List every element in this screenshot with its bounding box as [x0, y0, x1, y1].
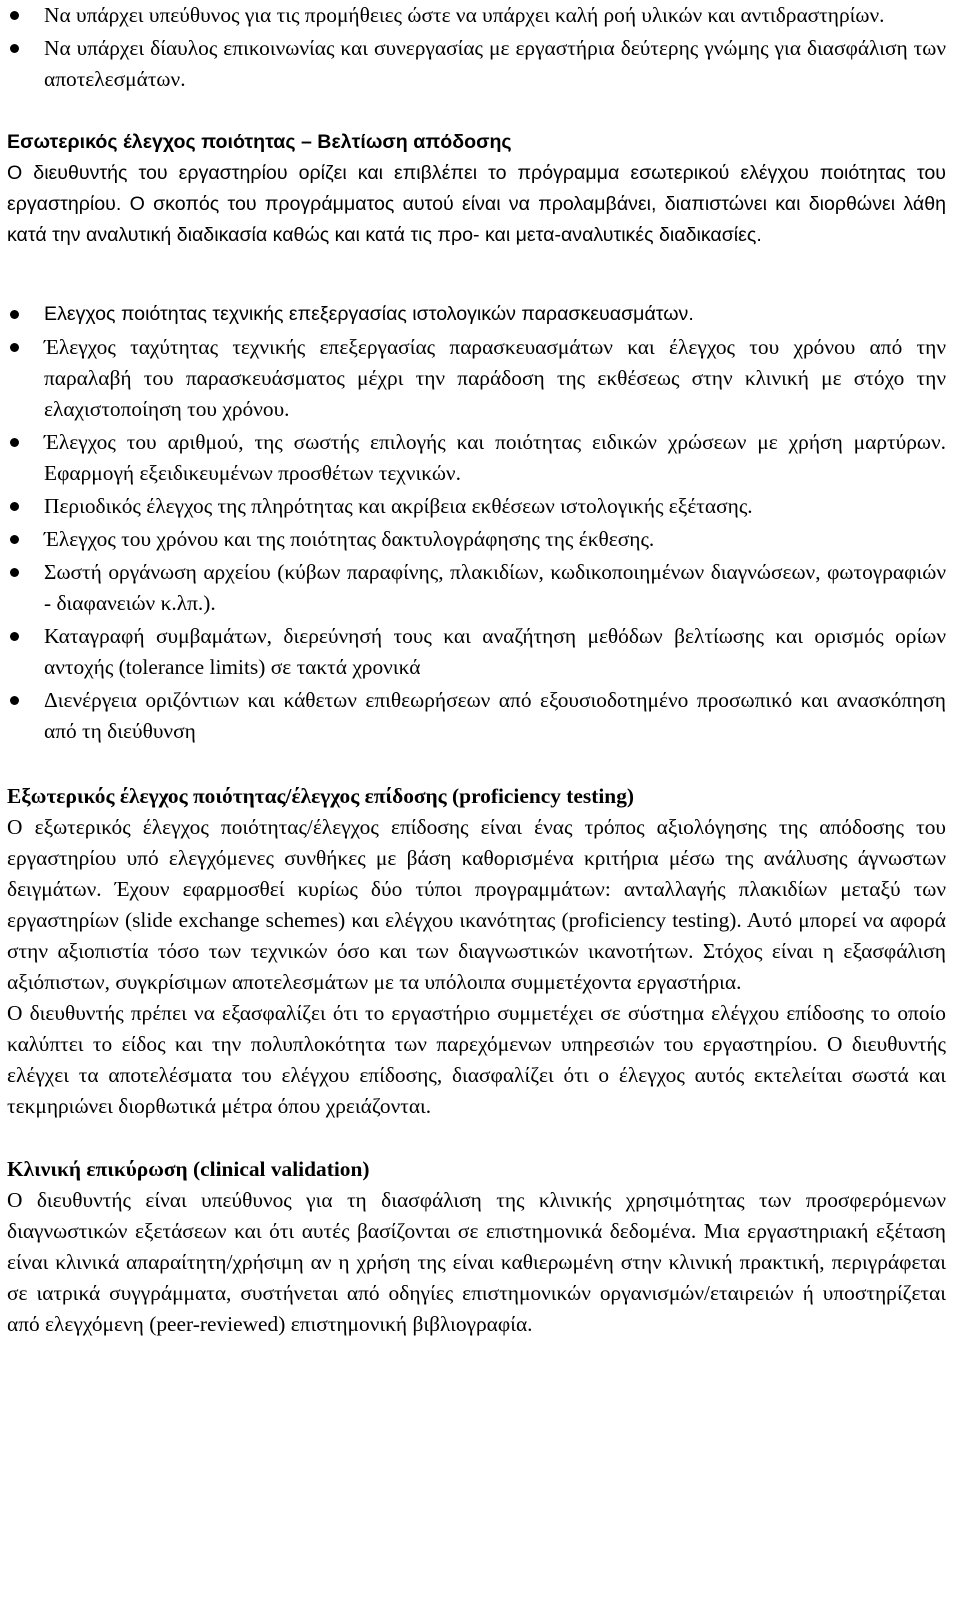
internal-qc-bullet-list [7, 299, 946, 747]
clinical-validation-section [7, 1154, 946, 1340]
external-qc-para2-text: Ο διευθυντής πρέπει να εξασφαλίζει ότι το εργαστήριο συμμετέχει σε σύστημα ελέγχου επίδοσης το οποίο καλύπτει το είδος και την πολυπλοκότητα των παρεχόμενων υπηρεσιών του εργαστηρίου. Ο διευθυντής ελέγχει τα αποτελέσματα του ελέγχου επίδοσης, διασφαλίζει ότι ο έλεγχος αυτός εκτελείται σωστά και τεκμηριώνει διορθωτικά μέτρα όπου χρειάζονται. [7, 1001, 946, 1118]
internal-qc-paragraph [7, 158, 946, 251]
bullet-icon [10, 502, 19, 511]
internal-qc-para-start: Ο διευθυντής του εργαστηρίου ορίζει και επιβλέπει το πρόγραμμα εσωτερικού ελέγχου ποιότητας του εργαστηρίου. [7, 162, 946, 215]
list-item [7, 491, 946, 522]
list-item [7, 299, 946, 330]
list-item-text: Διενέργεια οριζόντιων και κάθετων επιθεωρήσεων από εξουσιοδοτημένο προσωπικό και ανασκόπηση από τη διεύθυνση [44, 688, 946, 743]
list-item [7, 524, 946, 555]
external-qc-section [7, 781, 946, 1122]
list-item-text: Έλεγχος ταχύτητας τεχνικής επεξεργασίας παρασκευασμάτων και έλεγχος του χρόνου από την παραλαβή του παρασκευάσματος μέχρι την παράδοση της εκθέσεως στην κλινική με στόχο την ελαχιστοποίηση του χρόνου. [44, 335, 946, 421]
external-qc-heading [7, 781, 946, 812]
bullet-icon [10, 696, 19, 705]
top-bullet-list [7, 0, 946, 95]
bullet-icon [10, 438, 19, 447]
list-item-text: Να υπάρχει υπεύθυνος για τις προμήθειες ώστε να υπάρχει καλή ροή υλικών και αντιδραστηρίων. [44, 3, 885, 27]
list-item [7, 33, 946, 95]
list-item-text: Καταγραφή συμβαμάτων, διερεύνησή τους και αναζήτηση μεθόδων βελτίωσης και ορισμός ορίων αντοχής (tolerance limits) σε τακτά χρονικά [44, 624, 946, 679]
bullet-icon [10, 535, 19, 544]
list-item-text: Έλεγχος του χρόνου και της ποιότητας δακτυλογράφησης της έκθεσης. [44, 527, 655, 551]
internal-qc-heading [7, 127, 946, 158]
list-item-text: Ελεγχος ποιότητας τεχνικής επεξεργασίας ιστολογικών παρασκευασμάτων. [44, 303, 694, 325]
external-qc-paragraph-2 [7, 998, 946, 1122]
list-item-text: Έλεγχος του αριθμού, της σωστής επιλογής και ποιότητας ειδικών χρώσεων με χρήση μαρτύρων. Εφαρμογή εξειδικευμένων προσθέτων τεχνικών. [44, 430, 946, 485]
list-item-text: Να υπάρχει δίαυλος επικοινωνίας και συνεργασίας με εργαστήρια δεύτερης γνώμης για διασφάλιση των αποτελεσμάτων. [44, 36, 946, 91]
internal-qc-para-rest: Ο σκοπός του προγράμματος αυτού είναι να προλαμβάνει, διαπιστώνει και διορθώνει λάθη κατά την αναλυτική διαδικασία καθώς και κατά τις προ- και μετα-αναλυτικές διαδικασίες. [7, 193, 946, 246]
list-item [7, 557, 946, 619]
clinical-validation-heading-text: Κλινική επικύρωση (clinical validation) [7, 1157, 370, 1181]
list-item [7, 621, 946, 683]
list-item-text: Περιοδικός έλεγχος της πληρότητας και ακρίβεια εκθέσεων ιστολογικής εξέτασης. [44, 494, 753, 518]
list-item-text: Σωστή οργάνωση αρχείου (κύβων παραφίνης, πλακιδίων, κωδικοποιημένων διαγνώσεων, φωτογραφιών - διαφανειών κ.λπ.). [44, 560, 946, 615]
list-item [7, 427, 946, 489]
bullet-icon [10, 44, 19, 53]
clinical-validation-heading [7, 1154, 946, 1185]
clinical-validation-para-text: Ο διευθυντής είναι υπεύθυνος για τη διασφάλιση της κλινικής χρησιμότητας των προσφερόμενων διαγνωστικών εξετάσεων και ότι αυτές βασίζονται σε επιστημονικά δεδομένα. Μια εργαστηριακή εξέταση είναι κλινικά απαραίτητη/χρήσιμη αν η χρήση της είναι καθιερωμένη στην κλινική πρακτική, περιγράφεται σε ιατρικά συγγράμματα, συστήνεται από οδηγίες επιστημονικών οργανισμών/εταιρειών ή υποστηρίζεται από ελεγχόμενη (peer-reviewed) επιστημονική βιβλιογραφία. [7, 1188, 946, 1336]
bullet-icon [10, 568, 19, 577]
bullet-icon [10, 11, 19, 20]
list-item [7, 0, 946, 31]
external-qc-paragraph-1 [7, 812, 946, 998]
list-item [7, 332, 946, 425]
clinical-validation-paragraph [7, 1185, 946, 1340]
bullet-icon [10, 343, 19, 352]
bullet-icon [10, 310, 19, 319]
external-qc-heading-text: Εξωτερικός έλεγχος ποιότητας/έλεγχος επίδοσης (proficiency testing) [7, 784, 635, 808]
list-item [7, 685, 946, 747]
internal-qc-heading-text: Εσωτερικός έλεγχος ποιότητας – Βελτίωση απόδοσης [7, 131, 512, 153]
bullet-icon [10, 632, 19, 641]
external-qc-para1-text: Ο εξωτερικός έλεγχος ποιότητας/έλεγχος επίδοσης είναι ένας τρόπος αξιολόγησης της απόδοσης του εργαστηρίου υπό ελεγχόμενες συνθήκες με βάση καθορισμένα κριτήρια μέσω της ανάλυσης άγνωστων δειγμάτων. Έχουν εφαρμοσθεί κυρίως δύο τύποι προγραμμάτων: ανταλλαγής πλακιδίων μεταξύ των εργαστηρίων (slide exchange schemes) και ελέγχου ικανότητας (proficiency testing). Αυτό μπορεί να αφορά στην αξιοπιστία τόσο των τεχνικών όσο και των διαγνωστικών ικανοτήτων. Στόχος είναι η εξασφάλιση αξιόπιστων, συγκρίσιμων αποτελεσμάτων με τα υπόλοιπα συμμετέχοντα εργαστήρια. [7, 815, 946, 994]
internal-qc-section [7, 127, 946, 747]
